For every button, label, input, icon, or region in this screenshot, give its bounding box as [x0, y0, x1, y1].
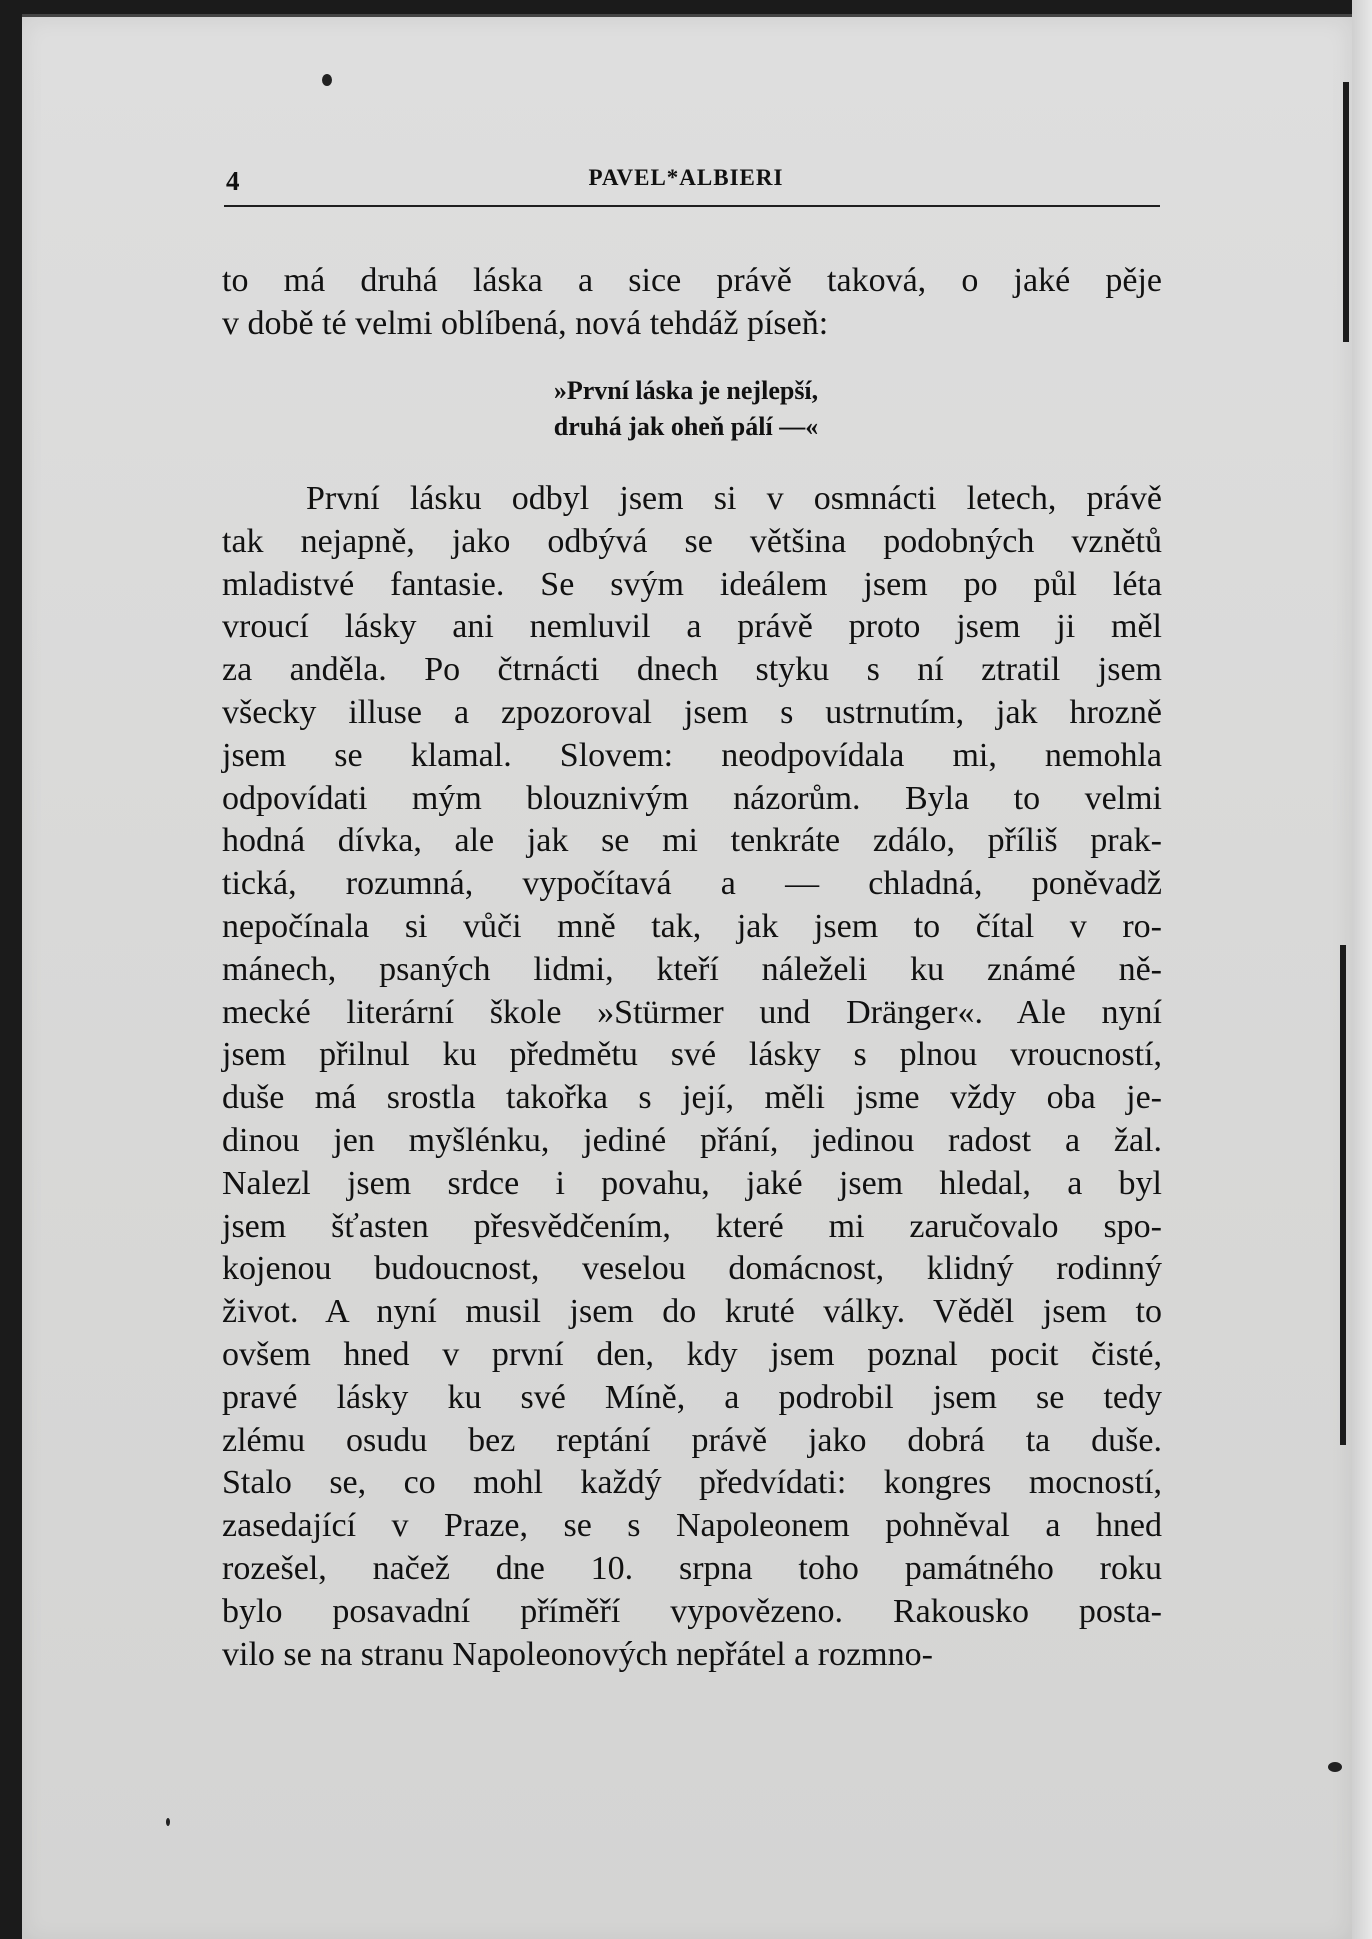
- text-line: nepočínala si vůči mně tak, jak jsem to čítal v ro-: [222, 907, 1162, 945]
- quote-line: »První láska je nejlepší,: [553, 376, 819, 405]
- text-line: všecky illuse a zpozoroval jsem s ustrnutím, jak hrozně: [222, 693, 1162, 731]
- text-line: tická, rozumná, vypočítavá a — chladná, poněvadž: [222, 865, 1162, 903]
- text-line: mladistvé fantasie. Se svým ideálem jsem po půl léta: [222, 565, 1162, 603]
- text-line: mecké literární škole »Stürmer und Dränger«. Ale nyní: [222, 993, 1162, 1031]
- page-number: 4: [226, 166, 240, 196]
- text-line: jsem se klamal. Slovem: neodpovídala mi, nemohla: [222, 736, 1162, 774]
- running-head: PAVEL*ALBIERI: [588, 165, 784, 190]
- text-line: za anděla. Po čtrnácti dnech styku s ní ztratil jsem: [222, 651, 1162, 689]
- text-line: kojenou budoucnost, veselou domácnost, klidný rodinný: [222, 1250, 1162, 1288]
- song-quote: [0, 373, 1372, 445]
- text-line: zasedající v Praze, se s Napoleonem pohněval a hned: [222, 1507, 1162, 1545]
- binding-mark-bottom: [1340, 945, 1346, 1445]
- paragraph-2: [222, 478, 1162, 1676]
- text-line: odpovídati mým blouznivým názorům. Byla to velmi: [222, 779, 1162, 817]
- text-line: jsem přilnul ku předmětu své lásky s plnou vroucností,: [222, 1036, 1162, 1074]
- text-line: rozešel, načež dne 10. srpna toho památného roku: [222, 1549, 1162, 1587]
- header-rule: [224, 205, 1160, 207]
- text-line: vilo se na stranu Napoleonových nepřátel a rozmno-: [222, 1635, 933, 1673]
- text-line: bylo posavadní příměří vypovězeno. Rakousko posta-: [222, 1592, 1162, 1630]
- text-line: pravé lásky ku své Míně, a podrobil jsem se tedy: [222, 1378, 1162, 1416]
- text-line: ovšem hned v první den, kdy jsem poznal pocit čisté,: [222, 1335, 1162, 1373]
- text-line: Stalo se, co mohl každý předvídati: kongres mocností,: [222, 1464, 1162, 1502]
- text-line: Nalezl jsem srdce i povahu, jaké jsem hledal, a byl: [222, 1164, 1162, 1202]
- text-line: jsem šťasten přesvědčením, které mi zaručovalo spo-: [222, 1207, 1162, 1245]
- ink-speck: [322, 74, 332, 86]
- text-line: to má druhá láska a sice právě taková, o jaké pěje: [222, 262, 1162, 299]
- text-line: První lásku odbyl jsem si v osmnácti letech, právě: [306, 480, 1162, 517]
- text-line: život. A nyní musil jsem do kruté války. Věděl jsem to: [222, 1293, 1162, 1331]
- binding-mark-top: [1343, 82, 1349, 342]
- text-line: mánech, psaných lidmi, kteří náleželi ku známé ně-: [222, 950, 1162, 988]
- ink-speck: [166, 1818, 170, 1826]
- text-line: dinou jen myšlénku, jediné přání, jedinou radost a žal.: [222, 1121, 1162, 1159]
- ink-speck: [1328, 1762, 1342, 1772]
- page-edge-strip: [1352, 0, 1372, 1939]
- text-line: zlému osudu bez reptání právě jako dobrá ta duše.: [222, 1421, 1162, 1459]
- quote-line: druhá jak oheň pálí —«: [553, 412, 819, 441]
- paragraph-1: [222, 260, 1162, 346]
- text-line: tak nejapně, jako odbývá se většina podobných vznětů: [222, 522, 1162, 560]
- text-line: vroucí lásky ani nemluvil a právě proto jsem ji měl: [222, 608, 1162, 646]
- text-line: v době té velmi oblíbená, nová tehdáž píseň:: [222, 304, 829, 342]
- text-line: hodná dívka, ale jak se mi tenkráte zdálo, příliš prak-: [222, 822, 1162, 860]
- text-line: duše má srostla takořka s její, měli jsme vždy oba je-: [222, 1079, 1162, 1117]
